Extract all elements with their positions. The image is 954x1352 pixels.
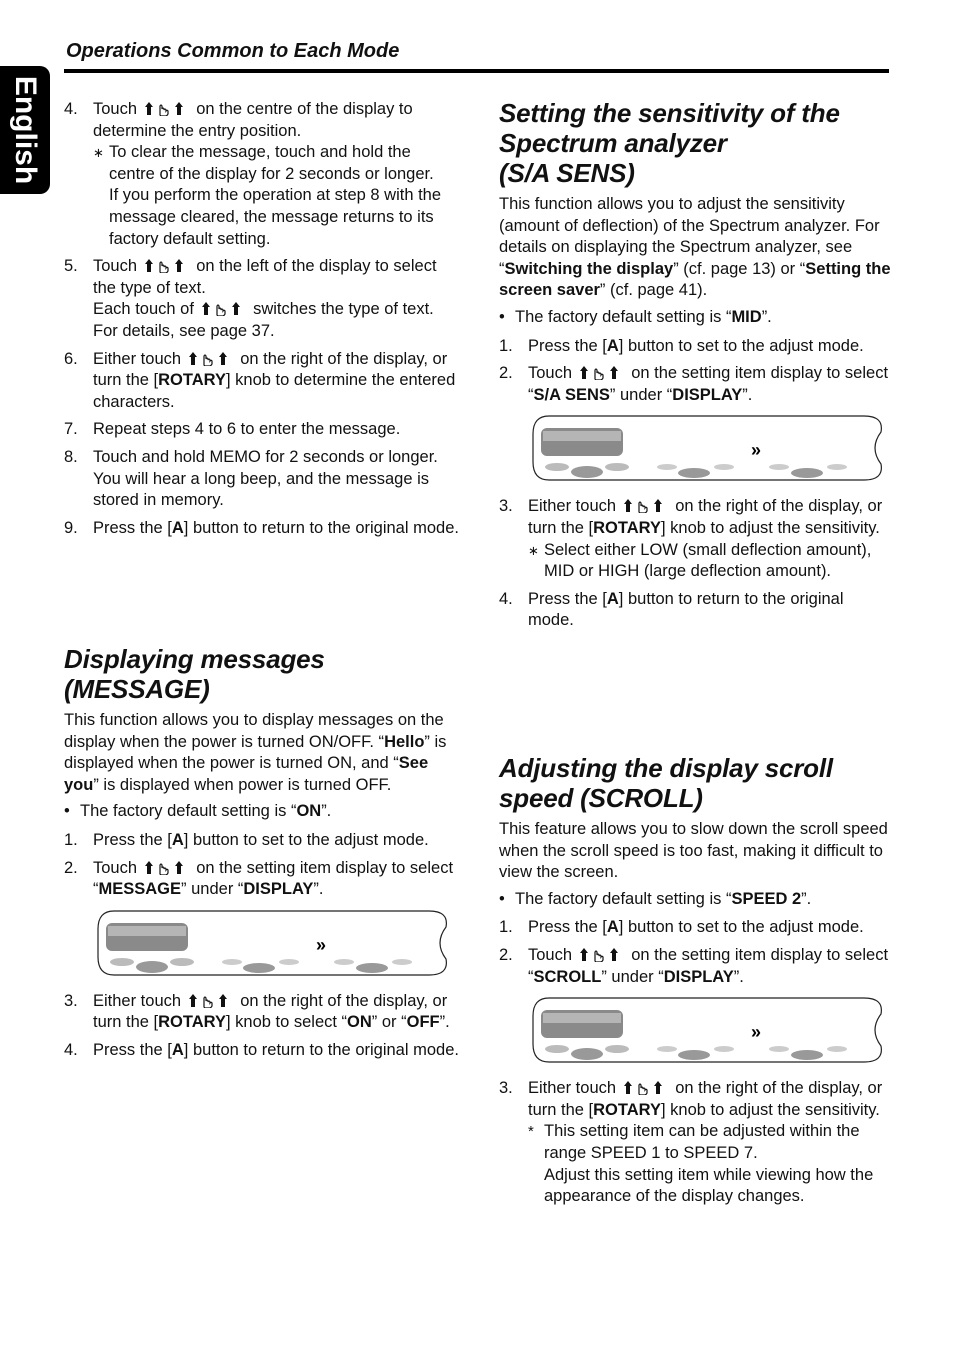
section-title: Setting the sensitivity of the Spectrum analyzer (S/A SENS) <box>499 98 840 188</box>
note: ∗ Select either LOW (small deflection amount), MID or HIGH (large deflection amount). <box>528 540 872 581</box>
step-1: 1. Press the [A] button to set to the adjust mode. <box>499 336 864 355</box>
asterisk-icon: * <box>528 1123 534 1141</box>
scroll-section <box>499 753 891 1214</box>
step-5: 5. Touch on the left of the display to select the type of text. Each touch of switches the type of text. For details, see page 37. <box>64 257 437 340</box>
header-rule <box>64 69 889 73</box>
default-setting: • The factory default setting is “ON”. <box>64 802 332 821</box>
touch-gesture-icon <box>188 351 234 366</box>
touch-gesture-icon <box>623 498 669 513</box>
touch-gesture-icon <box>579 947 625 962</box>
section-header: Operations Common to Each Mode <box>66 40 400 62</box>
chevron-right-icon: » <box>751 440 762 461</box>
intro-paragraph: This function allows you to display messages on the display when the power is turned ON/OFF. “Hello” is displayed when the power is turned ON, and “See you” is displayed when power is turned OFF. <box>64 711 447 794</box>
step-6: 6. Either touch on the right of the display, or turn the [ROTARY] knob to determine the entered characters. <box>64 349 456 411</box>
step-4: 4. Press the [A] button to return to the original mode. <box>499 589 844 630</box>
section-title: Displaying messages (MESSAGE) <box>64 644 325 704</box>
language-tab-label: English <box>9 75 42 185</box>
step-9: 9. Press the [A] button to return to the original mode. <box>64 518 459 537</box>
touch-gesture-icon <box>579 365 625 380</box>
step-1: 1. Press the [A] button to set to the adjust mode. <box>64 830 429 849</box>
chevron-right-icon: » <box>316 934 327 955</box>
default-setting: • The factory default setting is “MID”. <box>499 307 772 326</box>
step-1: 1. Press the [A] button to set to the adjust mode. <box>499 918 864 937</box>
step-3: 3. Either touch on the right of the display, or turn the [ROTARY] knob to select “ON” or “OFF”. <box>64 991 450 1032</box>
intro-paragraph: This function allows you to adjust the sensitivity (amount of deflection) of the Spectrum analyzer. For details on displaying the Spectrum analyzer, see “Switching the display” (cf. page 13) or “Setting the screen saver” (cf. page 41). <box>499 195 891 300</box>
step-4: 4. Press the [A] button to return to the original mode. <box>64 1040 459 1059</box>
touch-gesture-icon <box>144 860 190 875</box>
chevron-right-icon: » <box>751 1022 762 1043</box>
display-illustration <box>529 994 884 1066</box>
step-2: 2. Touch on the setting item display to select “MESSAGE” under “DISPLAY”. <box>64 858 454 899</box>
touch-gesture-icon <box>623 1080 669 1095</box>
touch-gesture-icon <box>144 258 190 273</box>
intro-paragraph: This feature allows you to slow down the scroll speed when the scroll speed is too fast, making it difficult to view the screen. <box>499 820 888 882</box>
asterisk-icon: ∗ <box>528 542 539 558</box>
step-3: 3. Either touch on the right of the display, or turn the [ROTARY] knob to adjust the sensitivity. * This setting item can be adjusted within the range SPEED 1 to SPEED 7. Adjust this setting item while viewing how the appearance of the display changes. <box>499 1078 891 1208</box>
message-section <box>64 644 459 1068</box>
step-7: 7. Repeat steps 4 to 6 to enter the message. <box>64 420 401 439</box>
step-3: 3. Either touch on the right of the display, or turn the [ROTARY] knob to adjust the sensitivity. ∗ Select either LOW (small deflection amount), MID or HIGH (large deflection amount). <box>499 496 891 582</box>
language-tab <box>0 66 50 194</box>
note: * This setting item can be adjusted within the range SPEED 1 to SPEED 7. Adjust this setting item while viewing how the appearance of the display changes. <box>528 1122 874 1206</box>
default-setting: • The factory default setting is “SPEED 2”. <box>499 889 812 908</box>
touch-gesture-icon <box>144 101 190 116</box>
asterisk-icon: ∗ <box>93 145 104 161</box>
step-2: 2. Touch on the setting item display to select “SCROLL” under “DISPLAY”. <box>499 945 889 986</box>
section-title: Adjusting the display scroll speed (SCROLL) <box>499 753 833 813</box>
display-illustration <box>529 412 884 484</box>
touch-gesture-icon <box>201 301 247 316</box>
step-2: 2. Touch on the setting item display to select “S/A SENS” under “DISPLAY”. <box>499 364 889 404</box>
sa-sens-section <box>499 98 891 638</box>
step-8: 8. Touch and hold MEMO for 2 seconds or longer. You will hear a long beep, and the message is stored in memory. <box>64 447 438 510</box>
display-illustration <box>94 907 449 979</box>
touch-gesture-icon <box>188 993 234 1008</box>
note: ∗ To clear the message, touch and hold the centre of the display for 2 seconds or longer. If you perform the operation at step 8 with the message cleared, the message returns to its factory default setting. <box>93 143 442 248</box>
step-4: 4. Touch on the centre of the display to determine the entry position. ∗ To clear the message, touch and hold the centre of the display for 2 seconds or longer. If you perform the operation at step 8 with the message cleared, the message returns to its factory default setting. <box>64 99 459 250</box>
left-column <box>64 99 459 545</box>
